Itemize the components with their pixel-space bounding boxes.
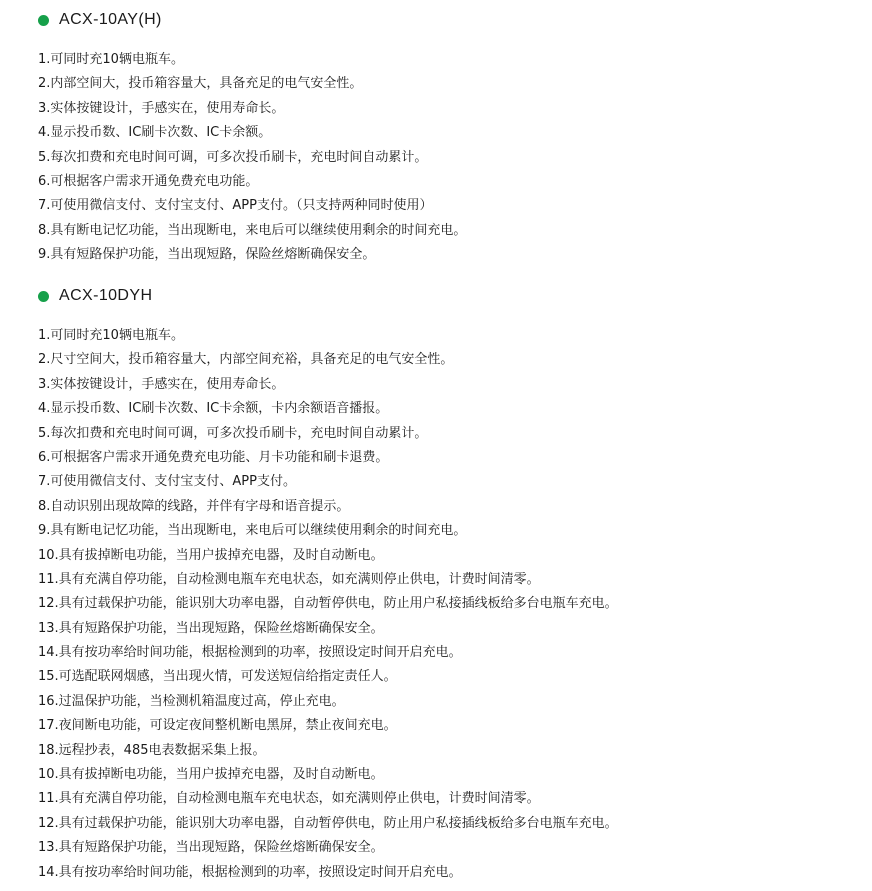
list-item: 6.可根据客户需求开通免费充电功能、月卡功能和刷卡退费。	[38, 449, 389, 465]
list-item: 3.实体按键设计，手感实在，使用寿命长。	[38, 100, 285, 116]
section-header	[0, 284, 872, 308]
green-dot-icon	[38, 291, 49, 302]
green-dot-icon	[38, 15, 49, 26]
feature-list	[38, 324, 872, 885]
section-title: ACX-10AY(H)	[59, 11, 162, 28]
list-item: 12.具有过载保护功能，能识别大功率电器，自动暂停供电，防止用户私接插线板给多台电瓶车充电。	[38, 815, 618, 831]
list-item: 5.每次扣费和充电时间可调，可多次投币刷卡，充电时间自动累计。	[38, 149, 428, 165]
list-item: 12.具有过载保护功能，能识别大功率电器，自动暂停供电，防止用户私接插线板给多台电瓶车充电。	[38, 596, 618, 612]
list-item: 8.自动识别出现故障的线路，并伴有字母和语音提示。	[38, 498, 350, 514]
list-item: 4.显示投币数、IC刷卡次数、IC卡余额，卡内余额语音播报。	[38, 401, 389, 417]
list-item: 10.具有拔掉断电功能，当用户拔掉充电器，及时自动断电。	[38, 547, 384, 563]
list-item: 11.具有充满自停功能，自动检测电瓶车充电状态，如充满则停止供电，计费时间清零。	[38, 791, 540, 807]
list-item: 9.具有断电记忆功能，当出现断电，来电后可以继续使用剩余的时间充电。	[38, 523, 467, 539]
list-item: 8.具有断电记忆功能，当出现断电，来电后可以继续使用剩余的时间充电。	[38, 222, 467, 238]
list-item: 11.具有充满自停功能，自动检测电瓶车充电状态，如充满则停止供电，计费时间清零。	[38, 571, 540, 587]
list-item: 14.具有按功率给时间功能，根据检测到的功率，按照设定时间开启充电。	[38, 645, 462, 661]
list-item: 1.可同时充10辆电瓶车。	[38, 52, 184, 67]
list-item: 7.可使用微信支付、支付宝支付、APP支付。（只支持两种同时使用）	[38, 198, 433, 214]
list-item: 10.具有拔掉断电功能，当用户拔掉充电器，及时自动断电。	[38, 767, 384, 783]
feature-list	[38, 48, 872, 268]
list-item: 1.可同时充10辆电瓶车。	[38, 328, 184, 343]
list-item: 2.尺寸空间大，投币箱容量大，内部空间充裕，具备充足的电气安全性。	[38, 352, 454, 368]
product-section-acx-10dyh	[0, 284, 872, 885]
list-item: 14.具有按功率给时间功能，根据检测到的功率，按照设定时间开启充电。	[38, 864, 462, 880]
list-item: 17.夜间断电功能，可设定夜间整机断电黑屏，禁止夜间充电。	[38, 718, 397, 734]
list-item: 9.具有短路保护功能，当出现短路，保险丝熔断确保安全。	[38, 247, 376, 263]
list-item: 13.具有短路保护功能，当出现短路，保险丝熔断确保安全。	[38, 620, 384, 636]
list-item: 7.可使用微信支付、支付宝支付、APP支付。	[38, 474, 296, 490]
list-item: 6.可根据客户需求开通免费充电功能。	[38, 173, 259, 189]
section-header	[0, 8, 872, 32]
list-item: 3.实体按键设计，手感实在，使用寿命长。	[38, 376, 285, 392]
product-section-acx-10ay-h	[0, 8, 872, 268]
section-title: ACX-10DYH	[59, 287, 153, 304]
list-item: 18.远程抄表，485电表数据采集上报。	[38, 742, 266, 758]
list-item: 2.内部空间大，投币箱容量大，具备充足的电气安全性。	[38, 76, 363, 92]
list-item: 15.可选配联网烟感，当出现火情，可发送短信给指定责任人。	[38, 669, 397, 685]
list-item: 16.过温保护功能，当检测机箱温度过高，停止充电。	[38, 693, 345, 709]
list-item: 4.显示投币数、IC刷卡次数、IC卡余额。	[38, 125, 272, 141]
list-item: 13.具有短路保护功能，当出现短路，保险丝熔断确保安全。	[38, 840, 384, 856]
list-item: 5.每次扣费和充电时间可调，可多次投币刷卡，充电时间自动累计。	[38, 425, 428, 441]
